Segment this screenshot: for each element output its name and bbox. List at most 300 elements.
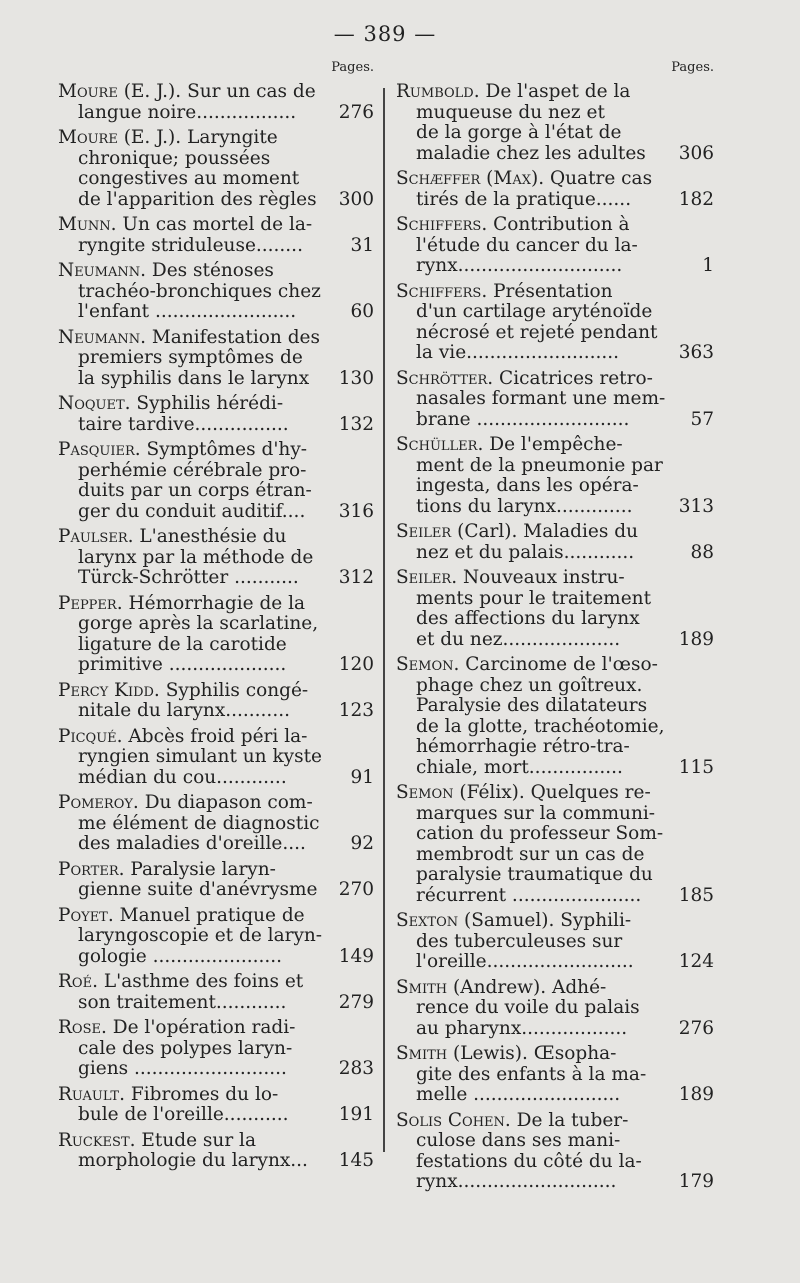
entry-line	[58, 727, 312, 748]
entry-author: Noquet.	[58, 393, 131, 414]
entry-text: Du diapason com-	[144, 792, 313, 813]
entry-list	[58, 82, 374, 1172]
entry-author: Sexton	[396, 910, 459, 931]
entry-line	[396, 169, 652, 190]
entry-line	[396, 952, 652, 973]
entry-line	[58, 594, 312, 615]
index-column-left	[58, 60, 374, 1177]
entry-text: (Lewis). Œsopha-	[453, 1043, 617, 1064]
entry-text: taire tardive................	[78, 413, 289, 435]
entry-text: récurrent ......................	[416, 884, 642, 906]
entry-text: Paralysie laryn-	[130, 858, 276, 880]
entry-text: chiale, mort................	[416, 756, 623, 778]
entry-text: De l'empêche-	[489, 434, 623, 455]
entry-text: me élément de diagnostic	[78, 812, 320, 834]
entry-line	[58, 1131, 312, 1152]
entry-line	[396, 454, 663, 477]
index-entry	[58, 681, 374, 722]
entry-text: nécrosé et rejeté pendant	[416, 321, 658, 343]
index-entry	[58, 328, 374, 390]
entry-text: cale des polypes laryn-	[78, 1037, 293, 1059]
entry-author: Schrötter.	[396, 367, 494, 389]
entry-line	[396, 865, 652, 886]
entry-line	[396, 476, 652, 497]
entry-line	[396, 630, 652, 651]
entry-line	[396, 715, 665, 738]
entry-line	[58, 768, 312, 789]
entry-text: Présentation	[493, 280, 613, 302]
entry-line	[396, 522, 652, 543]
entry-author: Neumann.	[58, 326, 146, 348]
entry-line	[396, 1085, 652, 1106]
entry-line	[58, 369, 312, 390]
entry-text: duits par un corps étran-	[78, 480, 312, 501]
index-entry	[396, 911, 714, 973]
entry-line	[58, 812, 320, 835]
entry-line	[396, 321, 658, 344]
entry-line	[58, 169, 312, 190]
index-entry	[58, 215, 374, 256]
entry-page-number: 363	[678, 342, 714, 363]
entry-author: Poyet.	[58, 904, 114, 926]
index-entry	[396, 783, 714, 906]
entry-author: Moure (E. J.).	[58, 81, 182, 102]
entry-line	[58, 415, 312, 436]
entry-line	[396, 343, 652, 364]
entry-author: Percy Kidd.	[58, 679, 160, 701]
column-header: Pages.	[331, 60, 374, 75]
entry-text: nez et du palais............	[416, 541, 635, 563]
entry-text: laryngoscopie et de laryn-	[78, 925, 323, 946]
entry-text: gologie ......................	[78, 945, 282, 967]
entry-line	[58, 655, 312, 676]
entry-line	[396, 497, 652, 518]
entry-line	[396, 758, 652, 779]
entry-text: maladie chez les adultes	[416, 142, 646, 164]
entry-line	[58, 746, 323, 768]
entry-page-number: 115	[678, 756, 714, 778]
entry-line	[396, 256, 652, 277]
entry-text: ingesta, dans les opéra-	[416, 475, 639, 496]
entry-page-number: 276	[678, 1017, 714, 1039]
entry-text: et du nez....................	[416, 628, 621, 650]
entry-author: Smith	[396, 976, 448, 998]
entry-page-number: 316	[338, 500, 374, 522]
entry-line	[58, 1059, 312, 1080]
index-entry	[396, 568, 714, 650]
index-entry	[396, 978, 714, 1040]
entry-line	[58, 1105, 312, 1126]
entry-line	[58, 280, 321, 303]
entry-text: rynx............................	[416, 255, 623, 276]
entry-text: nitale du larynx...........	[78, 700, 290, 721]
entry-text: médian du cou............	[78, 766, 287, 788]
entry-text: au pharynx..................	[416, 1017, 628, 1039]
entry-author: Smith	[396, 1043, 448, 1064]
index-entry	[396, 169, 714, 210]
entry-page-number: 306	[678, 142, 714, 164]
entry-line	[58, 925, 323, 947]
index-entry	[58, 261, 374, 323]
entry-line	[396, 568, 652, 589]
entry-author: Rumbold.	[396, 81, 480, 102]
entry-text: Türck-Schrötter ...........	[78, 567, 299, 588]
entry-line	[396, 1172, 652, 1193]
entry-text: larynx par la méthode de	[78, 546, 314, 568]
index-entry	[58, 793, 374, 855]
entry-text: perhémie cérébrale pro-	[78, 459, 307, 481]
entry-line	[58, 906, 312, 927]
entry-page-number: 179	[678, 1171, 714, 1192]
entry-line	[58, 261, 312, 282]
entry-text: la vie..........................	[416, 342, 620, 363]
entry-list	[396, 82, 714, 1193]
index-entry	[58, 860, 374, 901]
entry-author: Seiler.	[396, 567, 458, 588]
entry-text: bule de l'oreille...........	[78, 1104, 289, 1125]
entry-line	[396, 410, 652, 431]
entry-text: Paralysie des dilatateurs	[416, 695, 648, 716]
entry-line	[396, 676, 652, 697]
entry-page-number: 130	[338, 367, 374, 389]
entry-page-number: 88	[690, 541, 714, 563]
entry-text: primitive ....................	[78, 654, 287, 675]
entry-text: L'asthme des foins et	[103, 971, 304, 992]
entry-author: Schiffers.	[396, 214, 488, 235]
entry-text: phage chez un goîtreux.	[416, 674, 643, 696]
entry-line	[58, 860, 312, 881]
entry-text: gienne suite d'anévrysme	[78, 879, 318, 900]
entry-text: (Carl). Maladies du	[457, 521, 639, 542]
entry-line	[396, 911, 652, 932]
entry-text: trachéo-bronchiques chez	[78, 280, 321, 302]
entry-line	[58, 502, 312, 523]
entry-line	[58, 879, 318, 901]
entry-text: De la tuber-	[516, 1109, 629, 1131]
entry-text: (Samuel). Syphili-	[464, 910, 632, 931]
entry-text: d'un cartilage aryténoïde	[416, 301, 653, 322]
entry-line	[58, 326, 320, 349]
entry-text: L'anesthésie du	[139, 526, 287, 547]
entry-page-number: 312	[338, 567, 374, 588]
entry-text: des tuberculeuses sur	[416, 930, 623, 952]
entry-author: Paulser.	[58, 526, 134, 547]
index-entry	[58, 1131, 374, 1172]
entry-text: Laryngite	[187, 127, 278, 148]
entry-text: son traitement............	[78, 991, 287, 1013]
entry-line	[396, 190, 652, 211]
entry-line	[58, 128, 312, 149]
entry-line	[396, 589, 652, 610]
entry-page-number: 1	[702, 255, 714, 276]
entry-text: Des sténoses	[151, 260, 274, 281]
entry-line	[58, 149, 312, 170]
entry-line	[58, 81, 316, 103]
entry-author: Pasquier.	[58, 439, 141, 460]
entry-line	[58, 793, 312, 814]
entry-page-number: 31	[350, 234, 374, 256]
entry-line	[58, 1151, 312, 1172]
entry-text: morphologie du larynx...	[78, 1150, 308, 1171]
entry-line	[396, 737, 652, 758]
entry-author: Semon.	[396, 654, 460, 675]
entry-line	[396, 823, 664, 845]
entry-author: Picqué.	[58, 725, 123, 747]
entry-text: paralysie traumatique du	[416, 864, 653, 885]
entry-text: des maladies d'oreille....	[78, 833, 306, 854]
entry-text: marques sur la communi-	[416, 802, 656, 824]
entry-line	[396, 144, 652, 165]
entry-text: de la gorge à l'état de	[416, 122, 622, 143]
entry-line	[396, 978, 652, 999]
entry-line	[396, 236, 652, 257]
entry-text: premiers symptômes de	[78, 347, 303, 368]
entry-text: De l'opération radi-	[112, 1017, 296, 1038]
entry-line	[396, 215, 652, 236]
index-column-right	[396, 60, 714, 1198]
entry-author: Schiffers.	[396, 280, 488, 302]
entry-text: rence du voile du palais	[416, 997, 640, 1018]
entry-line	[58, 1085, 312, 1106]
entry-text: Syphilis hérédi-	[136, 393, 284, 414]
index-entry	[58, 1018, 374, 1080]
entry-text: langue noire.................	[78, 101, 297, 123]
entry-text: festations du côté du la-	[416, 1150, 642, 1172]
entry-text: Quatre cas	[549, 168, 653, 189]
entry-text: Sur un cas de	[187, 81, 316, 102]
entry-page-number: 283	[338, 1058, 374, 1079]
entry-text: l'oreille.........................	[416, 951, 634, 972]
entry-page-number: 270	[338, 879, 374, 900]
index-entry	[58, 394, 374, 435]
entry-page-number: 132	[338, 413, 374, 435]
index-entry	[58, 727, 374, 789]
entry-text: ments pour le traitement	[416, 587, 652, 609]
entry-author: Solis Cohen.	[396, 1109, 511, 1131]
entry-text: Nouveaux instru-	[462, 567, 625, 588]
entry-text: hémorrhagie rétro-tra-	[416, 736, 630, 757]
entry-text: membrodt sur un cas de	[416, 843, 645, 865]
entry-line	[396, 696, 652, 717]
entry-line	[58, 548, 312, 569]
entry-author: Munn.	[58, 214, 117, 235]
index-entry	[396, 655, 714, 778]
index-entry	[58, 972, 374, 1013]
entry-line	[396, 1019, 652, 1040]
entry-text: tirés de la pratique......	[416, 188, 632, 210]
entry-line	[58, 635, 312, 656]
entry-text: melle .........................	[416, 1084, 621, 1105]
entry-author: Rose.	[58, 1017, 107, 1038]
entry-text: De l'aspet de la	[485, 81, 631, 102]
entry-line	[58, 527, 312, 548]
entry-line	[396, 82, 652, 103]
entry-author: Neumann.	[58, 260, 146, 281]
entry-text: l'enfant ........................	[78, 301, 297, 322]
entry-author: Pepper.	[58, 592, 123, 614]
index-entry	[396, 215, 714, 277]
entry-text: Syphilis congé-	[165, 679, 309, 701]
index-entry	[396, 522, 714, 563]
entry-line	[396, 802, 656, 825]
column-divider	[383, 88, 385, 1152]
entry-text: des affections du larynx	[416, 608, 640, 629]
entry-line	[396, 654, 658, 676]
entry-page-number: 189	[678, 1084, 714, 1105]
index-entry	[396, 82, 714, 164]
entry-page-number: 60	[350, 301, 374, 322]
entry-text: Manuel pratique de	[119, 904, 305, 926]
index-entry	[396, 1111, 714, 1193]
entry-text: ryngite striduleuse........	[78, 234, 303, 256]
entry-line	[58, 834, 312, 855]
entry-line	[396, 103, 652, 124]
entry-page-number: 276	[338, 101, 374, 123]
index-entry	[58, 82, 374, 123]
entry-text: ger du conduit auditif....	[78, 500, 306, 522]
entry-text: Contribution à	[493, 214, 630, 235]
entry-line	[396, 369, 652, 390]
entry-author: Ruckest.	[58, 1129, 136, 1151]
entry-text: (Félix). Quelques re-	[459, 782, 651, 803]
entry-text: tions du larynx.............	[416, 495, 633, 517]
index-entry	[396, 369, 714, 431]
entry-line	[58, 701, 312, 722]
entry-text: la syphilis dans le larynx	[78, 367, 310, 389]
entry-line	[58, 236, 312, 257]
entry-line	[396, 932, 652, 953]
index-entry	[58, 1085, 374, 1126]
entry-text: chronique; poussées	[78, 147, 271, 169]
entry-line	[396, 998, 652, 1019]
entry-page-number: 191	[338, 1104, 374, 1125]
entry-line	[396, 845, 652, 866]
entry-text: gorge après la scarlatine,	[78, 613, 319, 634]
entry-page-number: 185	[678, 884, 714, 906]
index-entry	[58, 440, 374, 522]
entry-author: Pomeroy.	[58, 792, 139, 813]
entry-text: nasales formant une mem-	[416, 388, 666, 409]
entry-page-number: 124	[678, 951, 714, 972]
entry-line	[396, 1131, 652, 1152]
column-header: Pages.	[671, 60, 714, 75]
entry-line	[396, 1111, 652, 1132]
entry-author: Seiler	[396, 521, 452, 542]
entry-text: Cicatrices retro-	[499, 367, 653, 389]
entry-line	[396, 1065, 652, 1086]
entry-line	[58, 613, 319, 635]
entry-text: muqueuse du nez et	[416, 101, 605, 123]
entry-author: Porter.	[58, 858, 125, 880]
entry-text: ment de la pneumonie par	[416, 454, 663, 476]
index-entry	[396, 1044, 714, 1106]
entry-text: ligature de la carotide	[78, 633, 287, 655]
entry-line	[396, 783, 652, 804]
entry-author: Semon	[396, 782, 454, 803]
index-entry	[58, 906, 374, 968]
entry-line	[58, 972, 312, 993]
index-entry	[58, 128, 374, 210]
entry-line	[58, 440, 312, 461]
entry-line	[58, 394, 312, 415]
entry-text: Manifestation des	[151, 326, 320, 348]
entry-line	[396, 302, 652, 323]
entry-text: Hémorrhagie de la	[128, 592, 306, 614]
entry-text: (Andrew). Adhé-	[453, 976, 607, 998]
entry-line	[58, 188, 317, 211]
index-entry	[58, 594, 374, 676]
entry-text: Un cas mortel de la-	[122, 214, 313, 235]
entry-line	[58, 481, 312, 502]
entry-text: culose dans ses mani-	[416, 1130, 621, 1151]
entry-line	[396, 282, 652, 303]
entry-page-number: 300	[338, 188, 374, 210]
entry-author: Roé.	[58, 971, 98, 992]
index-entry	[396, 435, 714, 517]
entry-line	[58, 302, 312, 323]
entry-line	[396, 543, 652, 564]
entry-line	[396, 435, 652, 456]
entry-line	[396, 886, 652, 907]
entry-page-number: 57	[690, 408, 714, 430]
entry-page-number: 279	[338, 991, 374, 1013]
entry-line	[58, 1018, 312, 1039]
entry-line	[396, 1152, 652, 1173]
entry-author: Schüller.	[396, 434, 484, 455]
page-number: — 389 —	[333, 22, 437, 46]
entry-text: congestives au moment	[78, 168, 300, 189]
entry-page-number: 313	[678, 495, 714, 517]
entry-text: Symptômes d'hy-	[146, 439, 308, 460]
entry-line	[396, 123, 652, 144]
entry-line	[58, 947, 312, 968]
index-entry	[58, 527, 374, 589]
entry-text: rynx...........................	[416, 1171, 617, 1192]
entry-line	[396, 609, 652, 630]
entry-text: Carcinome de l'œso-	[465, 654, 658, 675]
entry-text: de l'apparition des règles	[78, 188, 317, 210]
entry-page-number: 123	[338, 700, 374, 721]
entry-page-number: 182	[678, 188, 714, 210]
entry-line	[58, 568, 312, 589]
entry-line	[58, 993, 312, 1014]
entry-author: Moure (E. J.).	[58, 127, 182, 148]
entry-text: ryngien simulant un kyste	[78, 746, 323, 767]
entry-line	[58, 1039, 312, 1060]
entry-text: giens ..........................	[78, 1058, 287, 1079]
entry-line	[396, 388, 666, 410]
entry-text: Etude sur la	[141, 1129, 256, 1151]
entry-text: cation du professeur Som-	[416, 823, 664, 844]
entry-line	[58, 103, 312, 124]
entry-line	[58, 461, 312, 482]
entry-text: Abcès froid péri la-	[128, 725, 308, 747]
entry-page-number: 189	[678, 628, 714, 650]
entry-line	[396, 1044, 652, 1065]
entry-author: Schæffer (Max).	[396, 168, 545, 189]
entry-page-number: 145	[338, 1150, 374, 1171]
entry-text: l'étude du cancer du la-	[416, 234, 638, 256]
entry-line	[58, 215, 312, 236]
entry-page-number: 92	[350, 833, 374, 854]
index-entry	[396, 282, 714, 364]
entry-text: brane ..........................	[416, 408, 630, 430]
entry-text: de la glotte, trachéotomie,	[416, 715, 665, 737]
entry-line	[58, 681, 312, 702]
entry-page-number: 91	[350, 766, 374, 788]
entry-page-number: 120	[338, 654, 374, 675]
entry-text: gite des enfants à la ma-	[416, 1063, 647, 1085]
